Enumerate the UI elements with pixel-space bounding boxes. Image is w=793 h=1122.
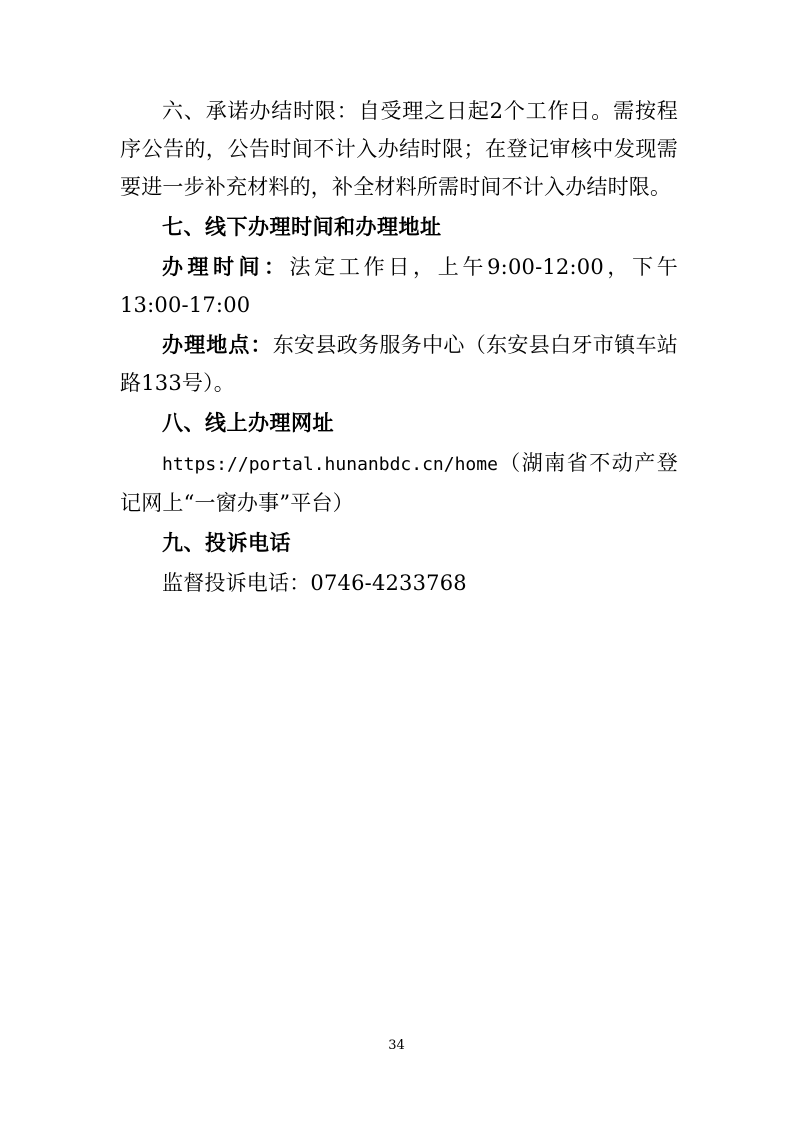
office-address-label: 办理地点： [162, 332, 273, 357]
online-service-url-note: （湖南省不动产登记网上“一窗办事”平台） [120, 451, 678, 515]
paragraph-online-url [120, 444, 678, 522]
paragraph-office-hours [120, 248, 678, 324]
heading-section-eight: 八、线上办理网址 [162, 410, 334, 435]
heading-section-nine: 九、投诉电话 [162, 530, 291, 555]
paragraph-complaint-phone: 监督投诉电话：0746-4233768 [162, 571, 467, 595]
page-number: 34 [388, 1038, 405, 1053]
office-hours-value: 法定工作日，上午9:00-12:00，下午13:00-17:00 [120, 255, 678, 317]
online-service-url[interactable]: https://portal.hunanbdc.cn/home [162, 454, 498, 475]
document-body [120, 92, 678, 602]
paragraph-section-six: 六、承诺办结时限：自受理之日起2个工作日。需按程序公告的，公告时间不计入办结时限；在登记审核中发现需要进一步补充材料的，补全材料所需时间不计入办结时限。 [120, 99, 678, 199]
paragraph-office-address [120, 326, 678, 402]
heading-section-seven: 七、线下办理时间和办理地址 [162, 214, 442, 239]
office-address-value: 东安县政务服务中心（东安县白牙市镇车站路133号）。 [120, 333, 678, 395]
office-hours-label: 办理时间： [162, 254, 290, 279]
